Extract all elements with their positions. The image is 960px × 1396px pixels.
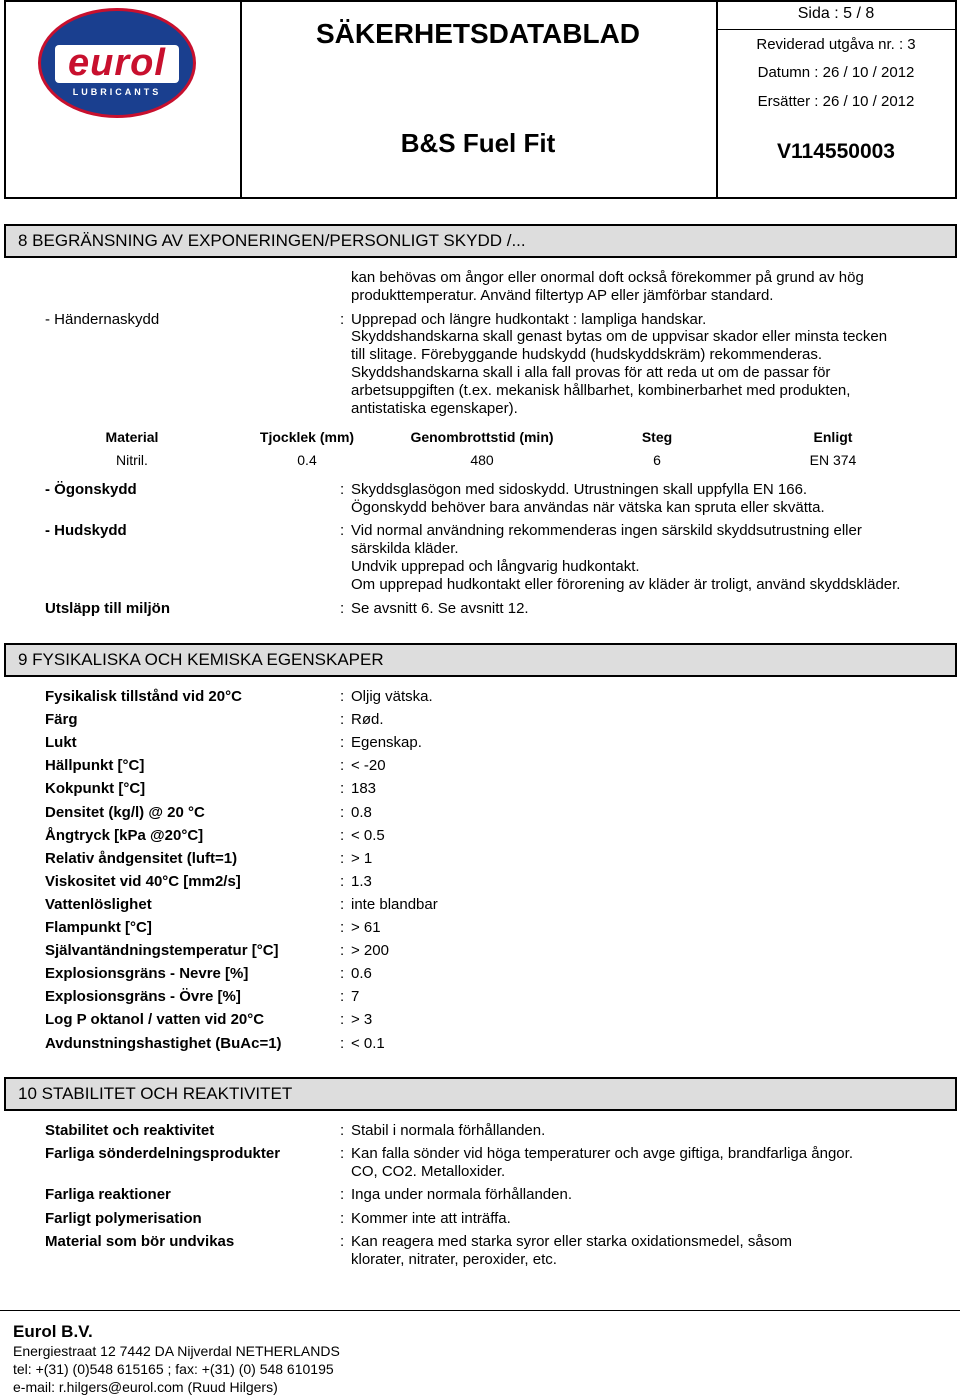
property-label: Flampunkt [°C] <box>45 919 152 936</box>
colon: : <box>340 1035 345 1052</box>
polymerisation-value: Kommer inte att inträffa. <box>351 1210 511 1227</box>
table-cell-level: 6 <box>653 452 661 468</box>
colon: : <box>340 804 345 821</box>
property-label: Självantändningstemperatur [°C] <box>45 942 279 959</box>
property-label: Ångtryck [kPa @20°C] <box>45 827 204 844</box>
property-value: Rød. <box>351 711 384 728</box>
avoid-materials-value: Kan reagera med starka syror eller starka oxidationsmedel, såsom <box>351 1233 793 1250</box>
eye-protection-label: - Ögonskydd <box>45 481 137 498</box>
table-cell-breakthrough: 480 <box>470 452 494 468</box>
property-value: < 0.5 <box>351 827 385 844</box>
hand-line: antistatiska egenskaper). <box>351 400 518 417</box>
section-8-title: 8 BEGRÄNSNING AV EXPONERINGEN/PERSONLIGT SKYDD /... <box>4 224 957 258</box>
property-label: Log P oktanol / vatten vid 20°C <box>45 1011 265 1028</box>
property-label: Explosionsgräns - Övre [%] <box>45 988 241 1005</box>
product-code: V114550003 <box>777 140 895 163</box>
property-value: 1.3 <box>351 873 372 890</box>
hand-protection-label: - Händernaskydd <box>45 311 160 328</box>
colon: : <box>340 827 345 844</box>
property-label: Kokpunkt [°C] <box>45 780 146 797</box>
reactions-value: Inga under normala förhållanden. <box>351 1186 572 1203</box>
colon: : <box>340 896 345 913</box>
stability-label: Stabilitet och reaktivitet <box>45 1122 215 1139</box>
hand-line: Skyddshandskarna skall genast bytas om de uppvisar skador eller minsta tecken <box>351 328 888 345</box>
table-cell-material: Nitril. <box>116 452 148 468</box>
s8-intro-line: produkttemperatur. Använd filtertyp AP eller jämförbar standard. <box>351 287 774 304</box>
document-title: SÄKERHETSDATABLAD <box>315 18 641 49</box>
colon: : <box>340 757 345 774</box>
property-label: Hällpunkt [°C] <box>45 757 145 774</box>
property-label: Explosionsgräns - Nevre [%] <box>45 965 249 982</box>
skin-line: Vid normal användning rekommenderas ingen särskild skyddsutrustning eller <box>351 522 862 539</box>
logo-text: eurol <box>68 42 166 84</box>
footer-phone: tel: +(31) (0)548 615165 ; fax: +(31) (0) 548 610195 <box>13 1361 334 1377</box>
property-value: > 200 <box>351 942 389 959</box>
table-cell-standard: EN 374 <box>809 452 857 468</box>
colon: : <box>340 1233 345 1250</box>
hand-line: Skyddshandskarna skall i alla fall provas för att reda ut om de passar för <box>351 364 831 381</box>
property-value: < 0.1 <box>351 1035 385 1052</box>
property-value: < -20 <box>351 757 386 774</box>
colon: : <box>340 522 345 539</box>
footer-divider <box>0 1310 960 1311</box>
table-header-level: Steg <box>641 429 673 445</box>
colon: : <box>340 988 345 1005</box>
property-value: 0.6 <box>351 965 372 982</box>
avoid-materials-value: klorater, nitrater, peroxider, etc. <box>351 1251 557 1268</box>
colon: : <box>340 311 345 328</box>
colon: : <box>340 1122 345 1139</box>
colon: : <box>340 850 345 867</box>
eye-line: Skyddsglasögon med sidoskydd. Utrustningen skall uppfylla EN 166. <box>351 481 808 498</box>
reactions-label: Farliga reaktioner <box>45 1186 171 1203</box>
property-value: > 3 <box>351 1011 373 1028</box>
section-10-title: 10 STABILITET OCH REAKTIVITET <box>4 1077 957 1111</box>
revision: Reviderad utgåva nr. : 3 <box>756 36 916 53</box>
avoid-materials-label: Material som bör undvikas <box>45 1233 235 1250</box>
date: Datumn : 26 / 10 / 2012 <box>757 64 915 81</box>
colon: : <box>340 1145 345 1162</box>
footer-address: Energiestraat 12 7442 DA Nijverdal NETHERLANDS <box>13 1343 340 1359</box>
polymerisation-label: Farligt polymerisation <box>45 1210 202 1227</box>
hand-line: Upprepad och längre hudkontakt : lampliga handskar. <box>351 311 707 328</box>
table-header-breakthrough: Genombrottstid (min) <box>410 429 554 445</box>
property-value: Egenskap. <box>351 734 422 751</box>
environment-label: Utsläpp till miljön <box>45 600 171 617</box>
table-header-material: Material <box>105 429 159 445</box>
property-label: Avdunstningshastighet (BuAc=1) <box>45 1035 282 1052</box>
property-value: > 61 <box>351 919 381 936</box>
stability-value: Stabil i normala förhållanden. <box>351 1122 546 1139</box>
colon: : <box>340 1210 345 1227</box>
property-value: > 1 <box>351 850 373 867</box>
property-value: Oljig vätska. <box>351 688 433 705</box>
colon: : <box>340 1186 345 1203</box>
property-label: Relativ åndgensitet (luft=1) <box>45 850 238 867</box>
colon: : <box>340 965 345 982</box>
page-number: Sida : 5 / 8 <box>797 5 875 22</box>
hand-line: arbetsuppgiften (t.ex. mekanisk hållbarhet, kombinerbarhet med produkten, <box>351 382 851 399</box>
s8-intro-line: kan behövas om ångor eller onormal doft också förekommer på grund av hög <box>351 269 864 286</box>
property-value: 0.8 <box>351 804 372 821</box>
logo-subtext: LUBRICANTS <box>72 87 162 97</box>
skin-line: särskilda kläder. <box>351 540 459 557</box>
decomposition-value: Kan falla sönder vid höga temperaturer och avge giftiga, brandfarliga ångor. <box>351 1145 853 1162</box>
footer-email: e-mail: r.hilgers@eurol.com (Ruud Hilgers) <box>13 1379 278 1395</box>
colon: : <box>340 481 345 498</box>
table-header-standard: Enligt <box>813 429 853 445</box>
skin-protection-label: - Hudskydd <box>45 522 127 539</box>
property-label: Vattenlöslighet <box>45 896 152 913</box>
environment-value: Se avsnitt 6. Se avsnitt 12. <box>351 600 529 617</box>
product-name: B&S Fuel Fit <box>400 128 556 158</box>
skin-line: Undvik upprepad och långvarig hudkontakt. <box>351 558 640 575</box>
colon: : <box>340 780 345 797</box>
table-cell-thickness: 0.4 <box>297 452 317 468</box>
colon: : <box>340 873 345 890</box>
skin-line: Om upprepad hudkontakt eller förorening av kläder är troligt, använd skyddskläder. <box>351 576 901 593</box>
property-value: inte blandbar <box>351 896 438 913</box>
eurol-logo <box>38 8 196 118</box>
colon: : <box>340 600 345 617</box>
footer-company: Eurol B.V. <box>13 1322 93 1341</box>
property-label: Viskositet vid 40°C [mm2/s] <box>45 873 241 890</box>
colon: : <box>340 734 345 751</box>
colon: : <box>340 688 345 705</box>
property-label: Densitet (kg/l) @ 20 °C <box>45 804 205 821</box>
property-value: 183 <box>351 780 377 797</box>
colon: : <box>340 942 345 959</box>
decomposition-value: CO, CO2. Metalloxider. <box>351 1163 506 1180</box>
property-label: Fysikalisk tillstånd vid 20°C <box>45 688 242 705</box>
property-label: Färg <box>45 711 78 728</box>
colon: : <box>340 1011 345 1028</box>
property-value: 7 <box>351 988 360 1005</box>
property-label: Lukt <box>45 734 77 751</box>
decomposition-label: Farliga sönderdelningsprodukter <box>45 1145 281 1162</box>
colon: : <box>340 711 345 728</box>
section-9-title: 9 FYSIKALISKA OCH KEMISKA EGENSKAPER <box>4 643 957 677</box>
table-header-thickness: Tjocklek (mm) <box>259 429 355 445</box>
replaces-date: Ersätter : 26 / 10 / 2012 <box>757 93 915 110</box>
eye-line: Ögonskydd behöver bara användas när vätska kan spruta eller skvätta. <box>351 499 825 516</box>
hand-line: till slitage. Förebyggande hudskydd (hudskyddskräm) rekommenderas. <box>351 346 823 363</box>
colon: : <box>340 919 345 936</box>
